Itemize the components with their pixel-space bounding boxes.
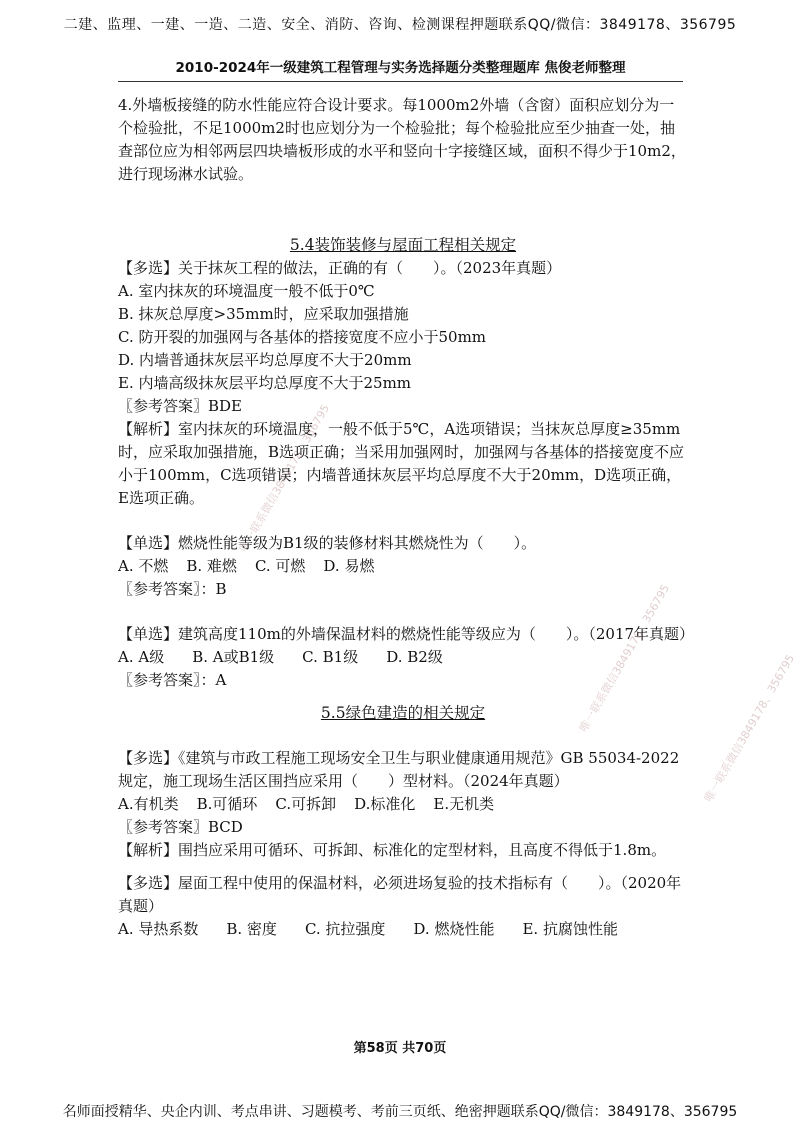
section-title-5-5: 5.5绿色建造的相关规定: [320, 704, 486, 722]
option: E.无机类: [433, 795, 495, 813]
reference-answer: 〖参考答案〗：B: [118, 580, 227, 598]
option: C. 抗拉强度: [304, 920, 386, 938]
page-content: [118, 94, 695, 941]
option: A. A级: [118, 648, 165, 666]
reference-answer: 〖参考答案〗BCD: [118, 818, 243, 836]
reference-answer: 〖参考答案〗BDE: [118, 397, 242, 415]
option: D.标准化: [354, 795, 416, 813]
page-number: 第58页 共70页: [353, 1041, 447, 1056]
question-stem: 【单选】燃烧性能等级为B1级的装修材料其燃烧性为（ ）。: [118, 534, 537, 552]
option: A. 室内抹灰的环境温度一般不低于0℃: [118, 282, 375, 300]
watermark: 唯一联系微信3849178、356795: [576, 582, 673, 735]
top-contact-banner: 二建、监理、一建、一造、二造、安全、消防、咨询、检测课程押题联系QQ/微信：3849178、356795: [63, 17, 737, 33]
option: B. 密度: [226, 920, 277, 938]
option: D. 易燃: [323, 557, 375, 575]
option: D. B2级: [386, 648, 443, 666]
option: A.有机类: [118, 795, 179, 813]
options-row: [118, 646, 688, 669]
option: D. 内墙普通抹灰层平均总厚度不大于20mm: [118, 351, 412, 369]
question-block: [118, 747, 688, 862]
option: B. 抹灰总厚度>35mm时，应采取加强措施: [118, 305, 409, 323]
question-block: [118, 623, 695, 692]
analysis: 【解析】室内抹灰的环境温度，一般不低于5℃，A选项错误；当抹灰总厚度≥35mm时，应采取加强措施，B选项正确；当采用加强网时，加强网与各基体的搭接宽度不应小于100mm，C选项错误；内墙普通抹灰层平均总厚度不大于20mm，D选项正确，E选项正确。: [118, 420, 685, 507]
reference-answer: 〖参考答案〗：A: [118, 671, 227, 689]
watermark: 唯一联系微信3849178、356795: [236, 402, 333, 555]
option: B. A或B1级: [192, 648, 275, 666]
question-block: [118, 872, 688, 941]
question-stem: 【多选】屋面工程中使用的保温材料，必须进场复验的技术指标有（ ）。（2020年真题）: [118, 874, 682, 915]
option: A. 导热系数: [118, 920, 199, 938]
options-row: [118, 555, 688, 578]
option: D. 燃烧性能: [413, 920, 495, 938]
option: C. B1级: [302, 648, 359, 666]
option: C.可拆卸: [275, 795, 337, 813]
analysis: 【解析】围挡应采用可循环、可拆卸、标准化的定型材料，且高度不得低于1.8m。: [118, 841, 667, 859]
section-title-5-4: 5.4装饰装修与屋面工程相关规定: [289, 236, 517, 254]
option: C. 防开裂的加强网与各基体的搭接宽度不应小于50mm: [118, 328, 487, 346]
intro-paragraph: 4.外墙板接缝的防水性能应符合设计要求。每1000m2外墙（含窗）面积应划分为一个检验批，不足1000m2时也应划分为一个检验批；每个检验批应至少抽查一处，抽查部位应为相邻两层四块墙板形成的水平和竖向十字接缝区域，面积不得少于10m2，进行现场淋水试验。: [118, 96, 686, 183]
question-stem: 【多选】《建筑与市政工程施工现场安全卫生与职业健康通用规范》GB 55034-2022规定，施工现场生活区围挡应采用（ ）型材料。（2024年真题）: [118, 749, 680, 790]
option: B.可循环: [196, 795, 258, 813]
option: E. 抗腐蚀性能: [522, 920, 618, 938]
question-block: [118, 532, 688, 601]
options-row: [118, 793, 688, 816]
option: B. 难燃: [186, 557, 237, 575]
option: E. 内墙高级抹灰层平均总厚度不大于25mm: [118, 374, 412, 392]
question-stem: 【多选】关于抹灰工程的做法，正确的有（ ）。（2023年真题）: [118, 259, 562, 277]
question-stem: 【单选】建筑高度110m的外墙保温材料的燃烧性能等级应为（ ）。（2017年真题）: [118, 625, 695, 643]
option: A. 不燃: [118, 557, 169, 575]
option: C. 可燃: [254, 557, 306, 575]
question-block: [118, 257, 688, 510]
watermark: 唯一联系微信3849178、356795: [701, 652, 798, 805]
bottom-contact-banner: 名师面授精华、央企内训、考点串讲、习题模考、考前三页纸、绝密押题联系QQ/微信：3849178、356795: [62, 1104, 738, 1120]
document-header: 2010-2024年一级建筑工程管理与实务选择题分类整理题库 焦俊老师整理: [118, 56, 683, 82]
options-row: [118, 918, 688, 941]
